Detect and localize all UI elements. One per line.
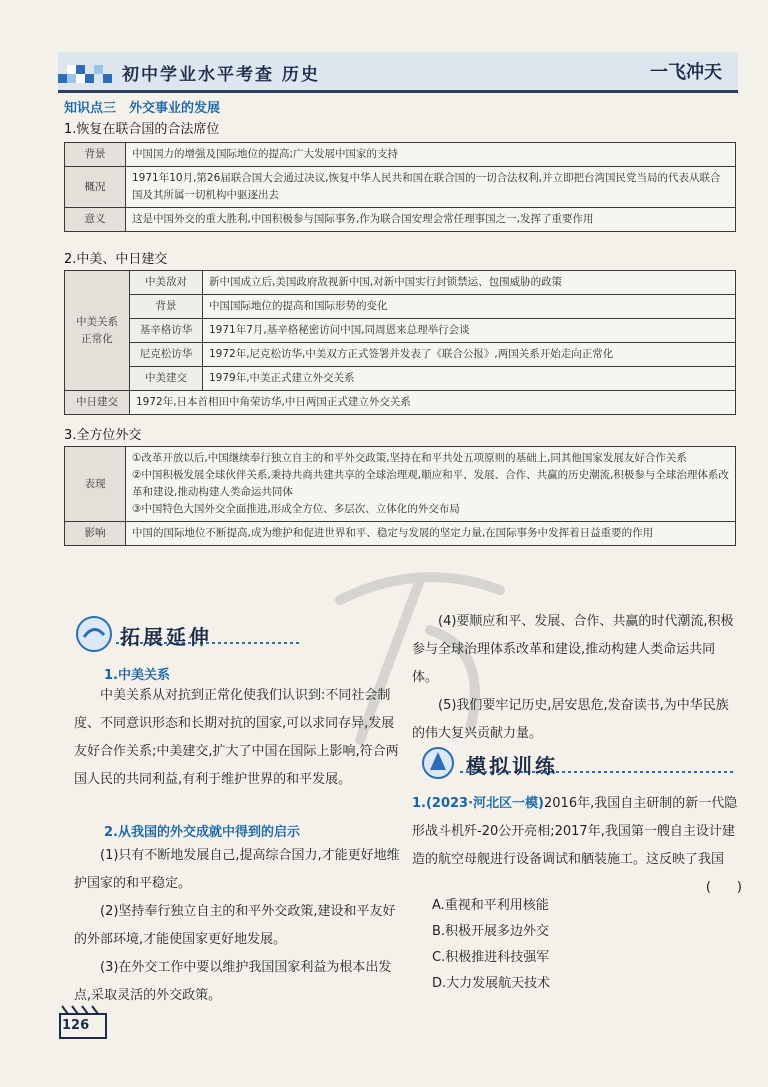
row-text: 这是中国外交的重大胜利,中国积极参与国际事务,作为联合国安理会常任理事国之一,发挥了重要作用 [126,208,736,232]
list-item: ①改革开放以后,中国继续奉行独立自主的和平外交政策,坚持在和平共处五项原则的基础上,同其他国家发展友好合作关系 [132,452,687,464]
page-number: 126 [62,1018,90,1033]
extension-sub1: 1.中美关系 [104,668,170,683]
answer-bracket[interactable]: ( ) [705,880,742,895]
brand-logo: 一飞冲天 [650,62,722,83]
row-label: 背景 [65,143,126,167]
header-title: 初中学业水平考查 历史 [122,65,320,85]
list-item: ②中国积极发展全球伙伴关系,秉持共商共建共享的全球治理观,顺应和平、发展、合作、共赢的历史潮流,积极参与全球治理体系改革和建设,推动构建人类命运共同体 [132,469,729,498]
row-text: 1972年,尼克松访华,中美双方正式签署并发表了《联合公报》,两国关系开始走向正常化 [203,343,736,367]
row-label: 概况 [65,167,126,208]
option-c[interactable]: C.积极推进科技强军 [432,950,550,965]
row-text: 1971年7月,基辛格秘密访问中国,同周恩来总理举行会谈 [203,319,736,343]
question-stem: 2016年,我国自主研制的新一代隐形战斗机歼-20公开亮相;2017年,我国第一艘自主设计建造的航空母舰进行设备调试和舾装施工。这反映了我国 [412,796,738,867]
header-checker-icon [58,60,116,88]
row-label: 尼克松访华 [130,343,203,367]
section1-heading: 1.恢复在联合国的合法席位 [64,122,220,137]
table-row [65,391,736,415]
extension-para1: 中美关系从对抗到正常化使我们认识到:不同社会制度、不同意识形态和长期对抗的国家,可以求同存异,发展友好合作关系;中美建交,扩大了中国在国际上影响,符合两国人民的共同利益,有利于维护世界的和平发展。 [74,688,399,787]
row-text: 中国国际地位的提高和国际形势的变化 [203,295,736,319]
row-text: 1979年,中美正式建立外交关系 [203,367,736,391]
table-row [65,271,736,295]
extension-point-5: (5)我们要牢记历史,居安思危,发奋读书,为中华民族的伟大复兴贡献力量。 [412,698,729,741]
section2-heading: 2.中美、中日建交 [64,252,168,267]
row-label: 中美敌对 [130,271,203,295]
extension-title: 拓展延伸 [120,625,212,649]
table-row [65,447,736,522]
header-rule [58,90,738,93]
table-row [65,367,736,391]
row-text: 1971年10月,第26届联合国大会通过决议,恢复中华人民共和国在联合国的一切合法权利,并立即把台湾国民党当局的代表从联合国及其所属一切机构中驱逐出去 [126,167,736,208]
table-sino-us-japan [64,270,736,415]
row-label: 影响 [65,522,126,546]
row-label: 中日建交 [65,391,130,415]
table-all-round-diplomacy [64,446,736,546]
question-1 [412,790,742,902]
extension-point-3: (3)在外交工作中要以维护我国国家利益为根本出发点,采取灵活的外交政策。 [74,960,392,1003]
group-label: 中美关系正常化 [65,271,130,391]
question-number: 1. [412,796,426,811]
row-text: 1972年,日本首相田中角荣访华,中日两国正式建立外交关系 [130,391,736,415]
option-a[interactable]: A.重视和平利用核能 [432,898,549,913]
row-label: 表现 [65,447,126,522]
row-text: 新中国成立后,美国政府敌视新中国,对新中国实行封锁禁运、包围威胁的政策 [203,271,736,295]
option-b[interactable]: B.积极开展多边外交 [432,924,550,939]
option-d[interactable]: D.大力发展航天技术 [432,976,551,991]
extension-point-2: (2)坚持奉行独立自主的和平外交政策,建设和平友好的外部环境,才能使国家更好地发展。 [74,904,396,947]
extension-point-1: (1)只有不断地发展自己,提高综合国力,才能更好地维护国家的和平稳定。 [74,848,400,891]
practice-title: 模拟训练 [466,754,558,778]
table-row [65,295,736,319]
table-row [65,143,736,167]
table-row [65,343,736,367]
extension-point-4: (4)要顺应和平、发展、合作、共赢的时代潮流,积极参与全球治理体系改革和建设,推动构建人类命运共同体。 [412,614,734,685]
table-row [65,319,736,343]
list-item: ③中国特色大国外交全面推进,形成全方位、多层次、立体化的外交布局 [132,503,460,515]
row-label: 背景 [130,295,203,319]
row-text: 中国的国际地位不断提高,成为维护和促进世界和平、稳定与发展的坚定力量,在国际事务中发挥着日益重要的作用 [126,522,736,546]
table-un-seat [64,142,736,232]
row-text: 中国国力的增强及国际地位的提高;广大发展中国家的支持 [126,143,736,167]
table-row [65,208,736,232]
row-label: 意义 [65,208,126,232]
row-label: 中美建交 [130,367,203,391]
row-label: 基辛格访华 [130,319,203,343]
table-row [65,167,736,208]
knowledge-point-title: 知识点三 外交事业的发展 [64,101,221,116]
extension-sub2: 2.从我国的外交成就中得到的启示 [104,825,300,840]
question-source: (2023·河北区一模) [425,796,544,811]
section3-heading: 3.全方位外交 [64,428,142,443]
